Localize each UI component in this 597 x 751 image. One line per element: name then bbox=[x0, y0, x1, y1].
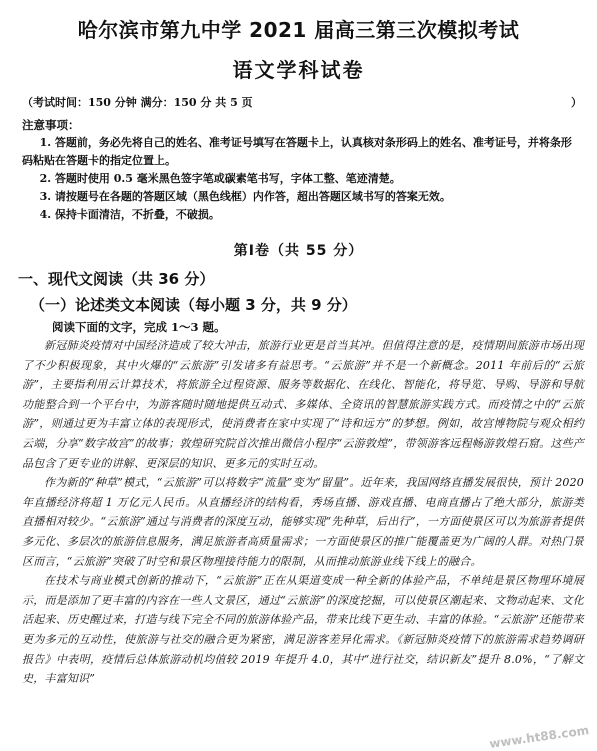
section-title: 第Ⅰ卷（共 55 分） bbox=[233, 243, 364, 259]
reading-instruction: 阅读下面的文字，完成 1～3 题。 bbox=[52, 320, 226, 334]
notice-list bbox=[22, 134, 582, 224]
passage-paragraph-2: 作为新的“种草”模式，“云旅游”可以将数字“流量”变为“留量”。近年来，我国网络直播发展很快，预计 2020 年直播经济将超 1 万亿元人民币。从直播经济的结构看，秀场直播、游戏直播、电商直播占了绝大部分，旅游类直播相对较少。“云旅游”通过与消费者的深度互动，能够实现“先种草，后出行”，一方面使景区可以为旅游者提供多元化、多层次的旅游信息服务，满足旅游者高质量需求；一方面使景区的推广能覆盖更为广阔的人群。对热门景区而言，“云旅游”突破了时空和景区物理接待能力的限制，从而推动旅游业线下线上的融合。 bbox=[22, 476, 584, 568]
exam-info-closing: ） bbox=[571, 96, 582, 109]
passage-paragraph-3: 在技术与商业模式创新的推动下，“云旅游”正在从渠道变成一种全新的体验产品，不单纯是景区物理环境展示，而是添加了更丰富的内容在一些人文景区，通过“云旅游”的深度挖掘，可以使景区潮起来、文物动起来、文化活起来、历史醒过来，打造与线下完全不同的旅游体验产品，带来比线下更生动、丰富的体验。“云旅游”还能带来更为多元的互动性，使旅游与社交的融合更为紧密，满足游客差异化需求。《新冠肺炎疫情下的旅游需求趋势调研报告》中表明，疫情后总体旅游动机均值较 2019 年提升 4.0，其中“进行社交，结识新友”提升 8.0%，“了解文史，丰富知识” bbox=[22, 574, 584, 686]
watermark: www.ht88.com bbox=[488, 723, 590, 751]
notice-item-2: 2. 答题时使用 0.5 毫米黑色签字笔或碳素笔书写，字体工整、笔迹清楚。 bbox=[39, 172, 401, 185]
notice-item-4: 4. 保持卡面清洁，不折叠，不破损。 bbox=[39, 208, 220, 221]
exam-title: 哈尔滨市第九中学 2021 届高三第三次模拟考试 bbox=[77, 18, 520, 42]
part-title: 一、现代文阅读（共 36 分） bbox=[18, 270, 215, 288]
exam-subtitle: 语文学科试卷 bbox=[232, 58, 365, 82]
exam-info-line bbox=[22, 94, 582, 110]
exam-info-text: （考试时间：150 分钟 满分：150 分 共 5 页 bbox=[22, 96, 253, 109]
passage-paragraph-1: 新冠肺炎疫情对中国经济造成了较大冲击，旅游行业更是首当其冲。但值得注意的是，疫情期间旅游市场出现了不少积极现象，其中火爆的“云旅游”引发诸多有益思考。“云旅游”并不是一个新概念。2011 年前后的“云旅游”，主要指利用云计算技术，将旅游全过程资源、服务等数据化、在线化、智能化，将导览、导购、导游和导航功能整合到一个平台中，为游客随时随地提供互动式、多媒体、全资讯的智慧旅游实践方式。而疫情之中的“云旅游”，则通过更为丰富立体的表现形式，使消费者在家中实现了“诗和远方”的梦想。例如，故宫博物院与观众相约云端，分享“数字故宫”的故事；敦煌研究院首次推出微信小程序“云游敦煌”，带领游客远程畅游敦煌石窟。这些产品包含了更专业的讲解、更深层的知识、更多元的实时互动。 bbox=[22, 339, 584, 470]
notice-item-1: 1. 答题前，务必先将自己的姓名、准考证号填写在答题卡上，认真核对条形码上的姓名、准考证号，并将条形码粘贴在答题卡的指定位置上。 bbox=[22, 136, 572, 167]
notice-item-3: 3. 请按题号在各题的答题区域（黑色线框）内作答，超出答题区域书写的答案无效。 bbox=[39, 190, 451, 203]
reading-passage bbox=[22, 336, 584, 689]
notice-heading: 注意事项： bbox=[22, 118, 80, 132]
subpart-title: （一）论述类文本阅读（每小题 3 分，共 9 分） bbox=[30, 296, 357, 314]
